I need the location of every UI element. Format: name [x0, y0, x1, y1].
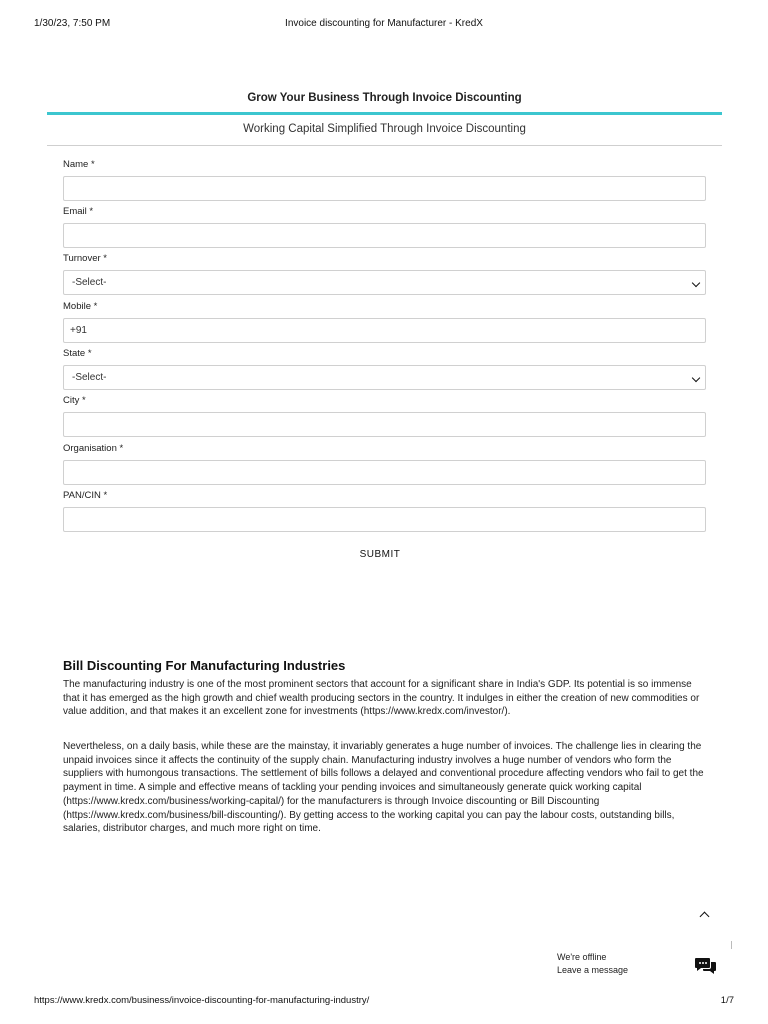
scroll-to-top-button[interactable] — [700, 910, 710, 920]
turnover-selected-value: -Select- — [72, 277, 107, 288]
print-page-title: Invoice discounting for Manufacturer - KredX — [285, 18, 483, 29]
email-label: Email * — [63, 206, 94, 217]
pan-cin-input[interactable] — [63, 507, 706, 532]
article-paragraph: The manufacturing industry is one of the most prominent sectors that account for a significant share in India's GDP. Its potential is so immense that it has emerged as the high growth and chief wealth producing sectors in the country. It indulges in either the creation of new commodities or value addition, and that makes it an excellent zone for investments (https://www.kredx.com/investor/). — [63, 679, 700, 718]
chevron-down-icon — [692, 279, 700, 287]
print-datetime: 1/30/23, 7:50 PM — [34, 18, 111, 29]
heading-divider — [47, 112, 722, 115]
form-subheading: Working Capital Simplified Through Invoice Discounting — [243, 123, 526, 135]
chat-widget[interactable] — [557, 952, 727, 980]
name-input[interactable] — [63, 176, 706, 201]
leave-message-link[interactable]: Leave a message — [557, 965, 629, 975]
page-number: 1/7 — [720, 995, 734, 1006]
state-label: State * — [63, 348, 92, 359]
print-header — [34, 18, 734, 32]
submit-button[interactable]: SUBMIT — [359, 549, 401, 560]
mobile-input[interactable]: +91 — [63, 318, 706, 343]
subheading-divider — [47, 145, 722, 146]
print-url: https://www.kredx.com/business/invoice-discounting-for-manufacturing-industry/ — [34, 995, 370, 1006]
city-label: City * — [63, 395, 86, 406]
name-label: Name * — [63, 159, 95, 170]
chevron-up-icon — [700, 912, 710, 922]
turnover-select[interactable] — [63, 270, 706, 295]
article-title: Bill Discounting For Manufacturing Industries — [63, 658, 346, 673]
chat-widget-divider — [731, 941, 732, 949]
pan-cin-label: PAN/CIN * — [63, 490, 108, 501]
chevron-down-icon — [692, 374, 700, 382]
organisation-input[interactable] — [63, 460, 706, 485]
print-footer — [34, 995, 734, 1009]
email-input[interactable] — [63, 223, 706, 248]
article-paragraph: Nevertheless, on a daily basis, while these are the mainstay, it invariably generates a huge number of invoices. The challenge lies in clearing the unpaid invoices since it affects the continuity of the supply chain. Manufacturing industry involves a huge number of vendors who form the suppliers with humongous transactions. The settlement of bills follows a delayed and conventional procedure affecting vendors who fail to get the payment in time. A simple and effective means of tackling your pending invoices and simultaneously generate quick working capital (https://www.kredx.com/business/working-capital/) for the manufacturers is through Invoice discounting or Bill Discounting (https://www.kredx.com/business/bill-discounting/). By getting access to the working capital you can pay the labour costs, outstanding bills, salaries, distributor charges, and much more right on time. — [63, 741, 704, 835]
chat-status: We're offline — [557, 952, 607, 962]
city-input[interactable] — [63, 412, 706, 437]
chat-bubbles-icon[interactable] — [695, 956, 717, 976]
state-select[interactable] — [63, 365, 706, 390]
organisation-label: Organisation * — [63, 443, 124, 454]
turnover-label: Turnover * — [63, 253, 107, 264]
state-selected-value: -Select- — [72, 372, 107, 383]
mobile-label: Mobile * — [63, 301, 98, 312]
form-heading: Grow Your Business Through Invoice Discounting — [247, 92, 522, 104]
